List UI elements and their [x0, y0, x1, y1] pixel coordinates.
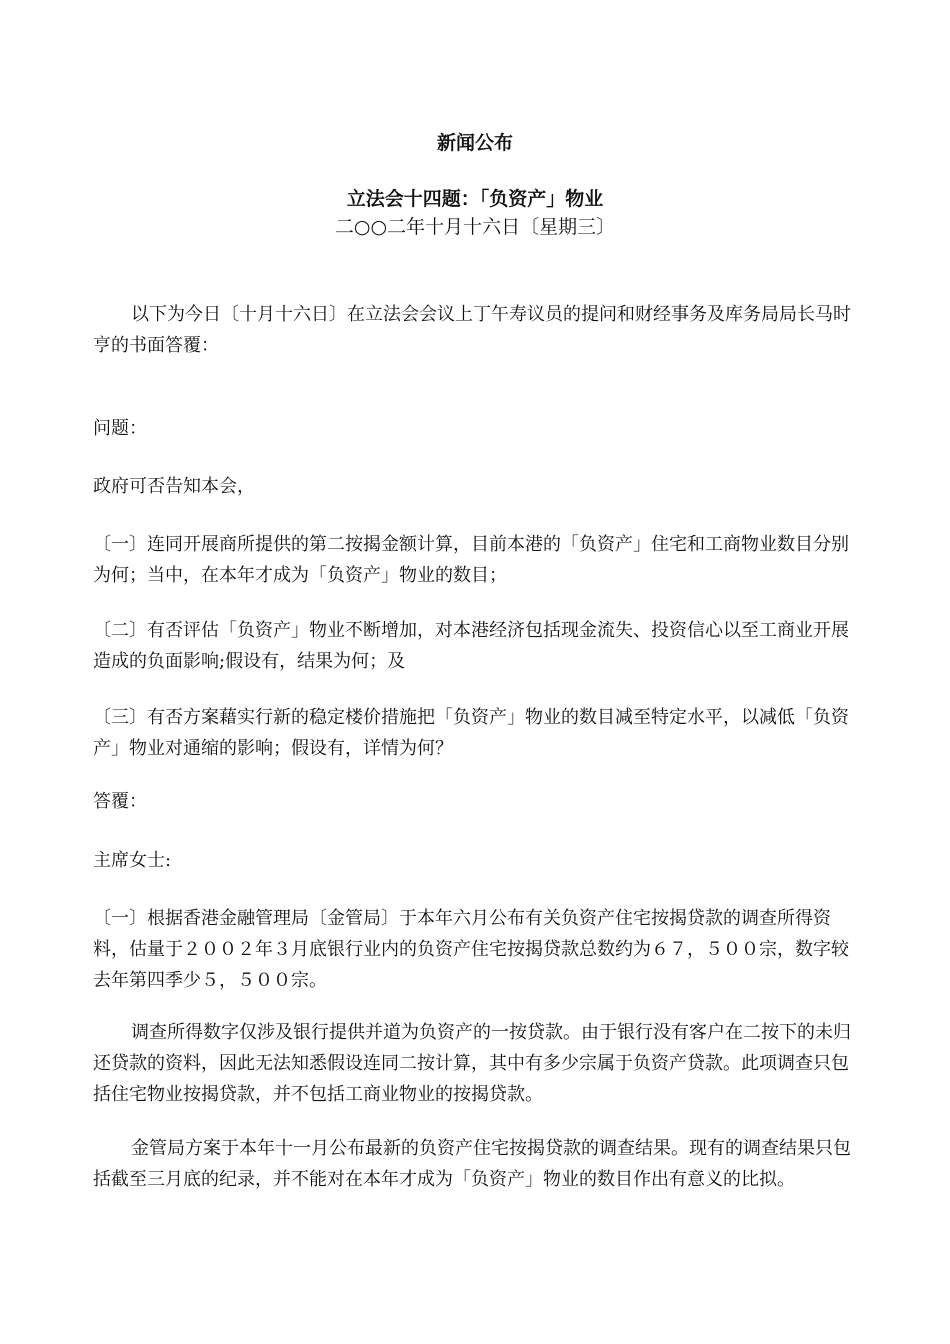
answer-paragraph-1: 〔一〕根据香港金融管理局〔金管局〕于本年六月公布有关负资产住宅按揭贷款的调查所得资料，估量于２００２年３月底银行业内的负资产住宅按揭贷款总数约为６７，５００宗，数字较去年第四季少５，５００宗。: [93, 908, 849, 991]
answer-salutation: 主席女士:: [93, 850, 172, 871]
intro-paragraph: 以下为今日〔十月十六日〕在立法会会议上丁午寿议员的提问和财经事务及库务局局长马时亨的书面答覆：: [93, 304, 851, 356]
question-label: 问题：: [93, 418, 147, 439]
answer-label: 答覆：: [93, 791, 147, 812]
question-item-1: 〔一〕连同开展商所提供的第二按揭金额计算，目前本港的「负资产」住宅和工商物业数目分别为何；当中，在本年才成为「负资产」物业的数目；: [93, 534, 849, 586]
release-date: 二○○二年十月十六日〔星期三〕: [334, 216, 616, 238]
press-release-heading: 新闻公布: [436, 132, 513, 154]
question-opening: 政府可否告知本会，: [93, 476, 255, 497]
question-item-3: 〔三〕有否方案藉实行新的稳定楼价措施把「负资产」物业的数目减至特定水平，以减低「负资产」物业对通缩的影响；假设有，详情为何？: [93, 707, 849, 759]
page-title: 立法会十四题：「负资产」物业: [346, 188, 604, 210]
question-item-2: 〔二〕有否评估「负资产」物业不断增加，对本港经济包括现金流失、投资信心以至工商业开展造成的负面影响;假设有，结果为何；及: [93, 620, 849, 672]
answer-paragraph-3: 金管局方案于本年十一月公布最新的负资产住宅按揭贷款的调查结果。现有的调查结果只包括截至三月底的纪录，并不能对在本年才成为「负资产」物业的数目作出有意义的比拟。: [93, 1138, 851, 1190]
answer-paragraph-2: 调查所得数字仅涉及银行提供并道为负资产的一按贷款。由于银行没有客户在二按下的未归还贷款的资料，因此无法知悉假设连同二按计算，其中有多少宗属于负资产贷款。此项调查只包括住宅物业按揭贷款，并不包括工商业物业的按揭贷款。: [93, 1022, 851, 1105]
